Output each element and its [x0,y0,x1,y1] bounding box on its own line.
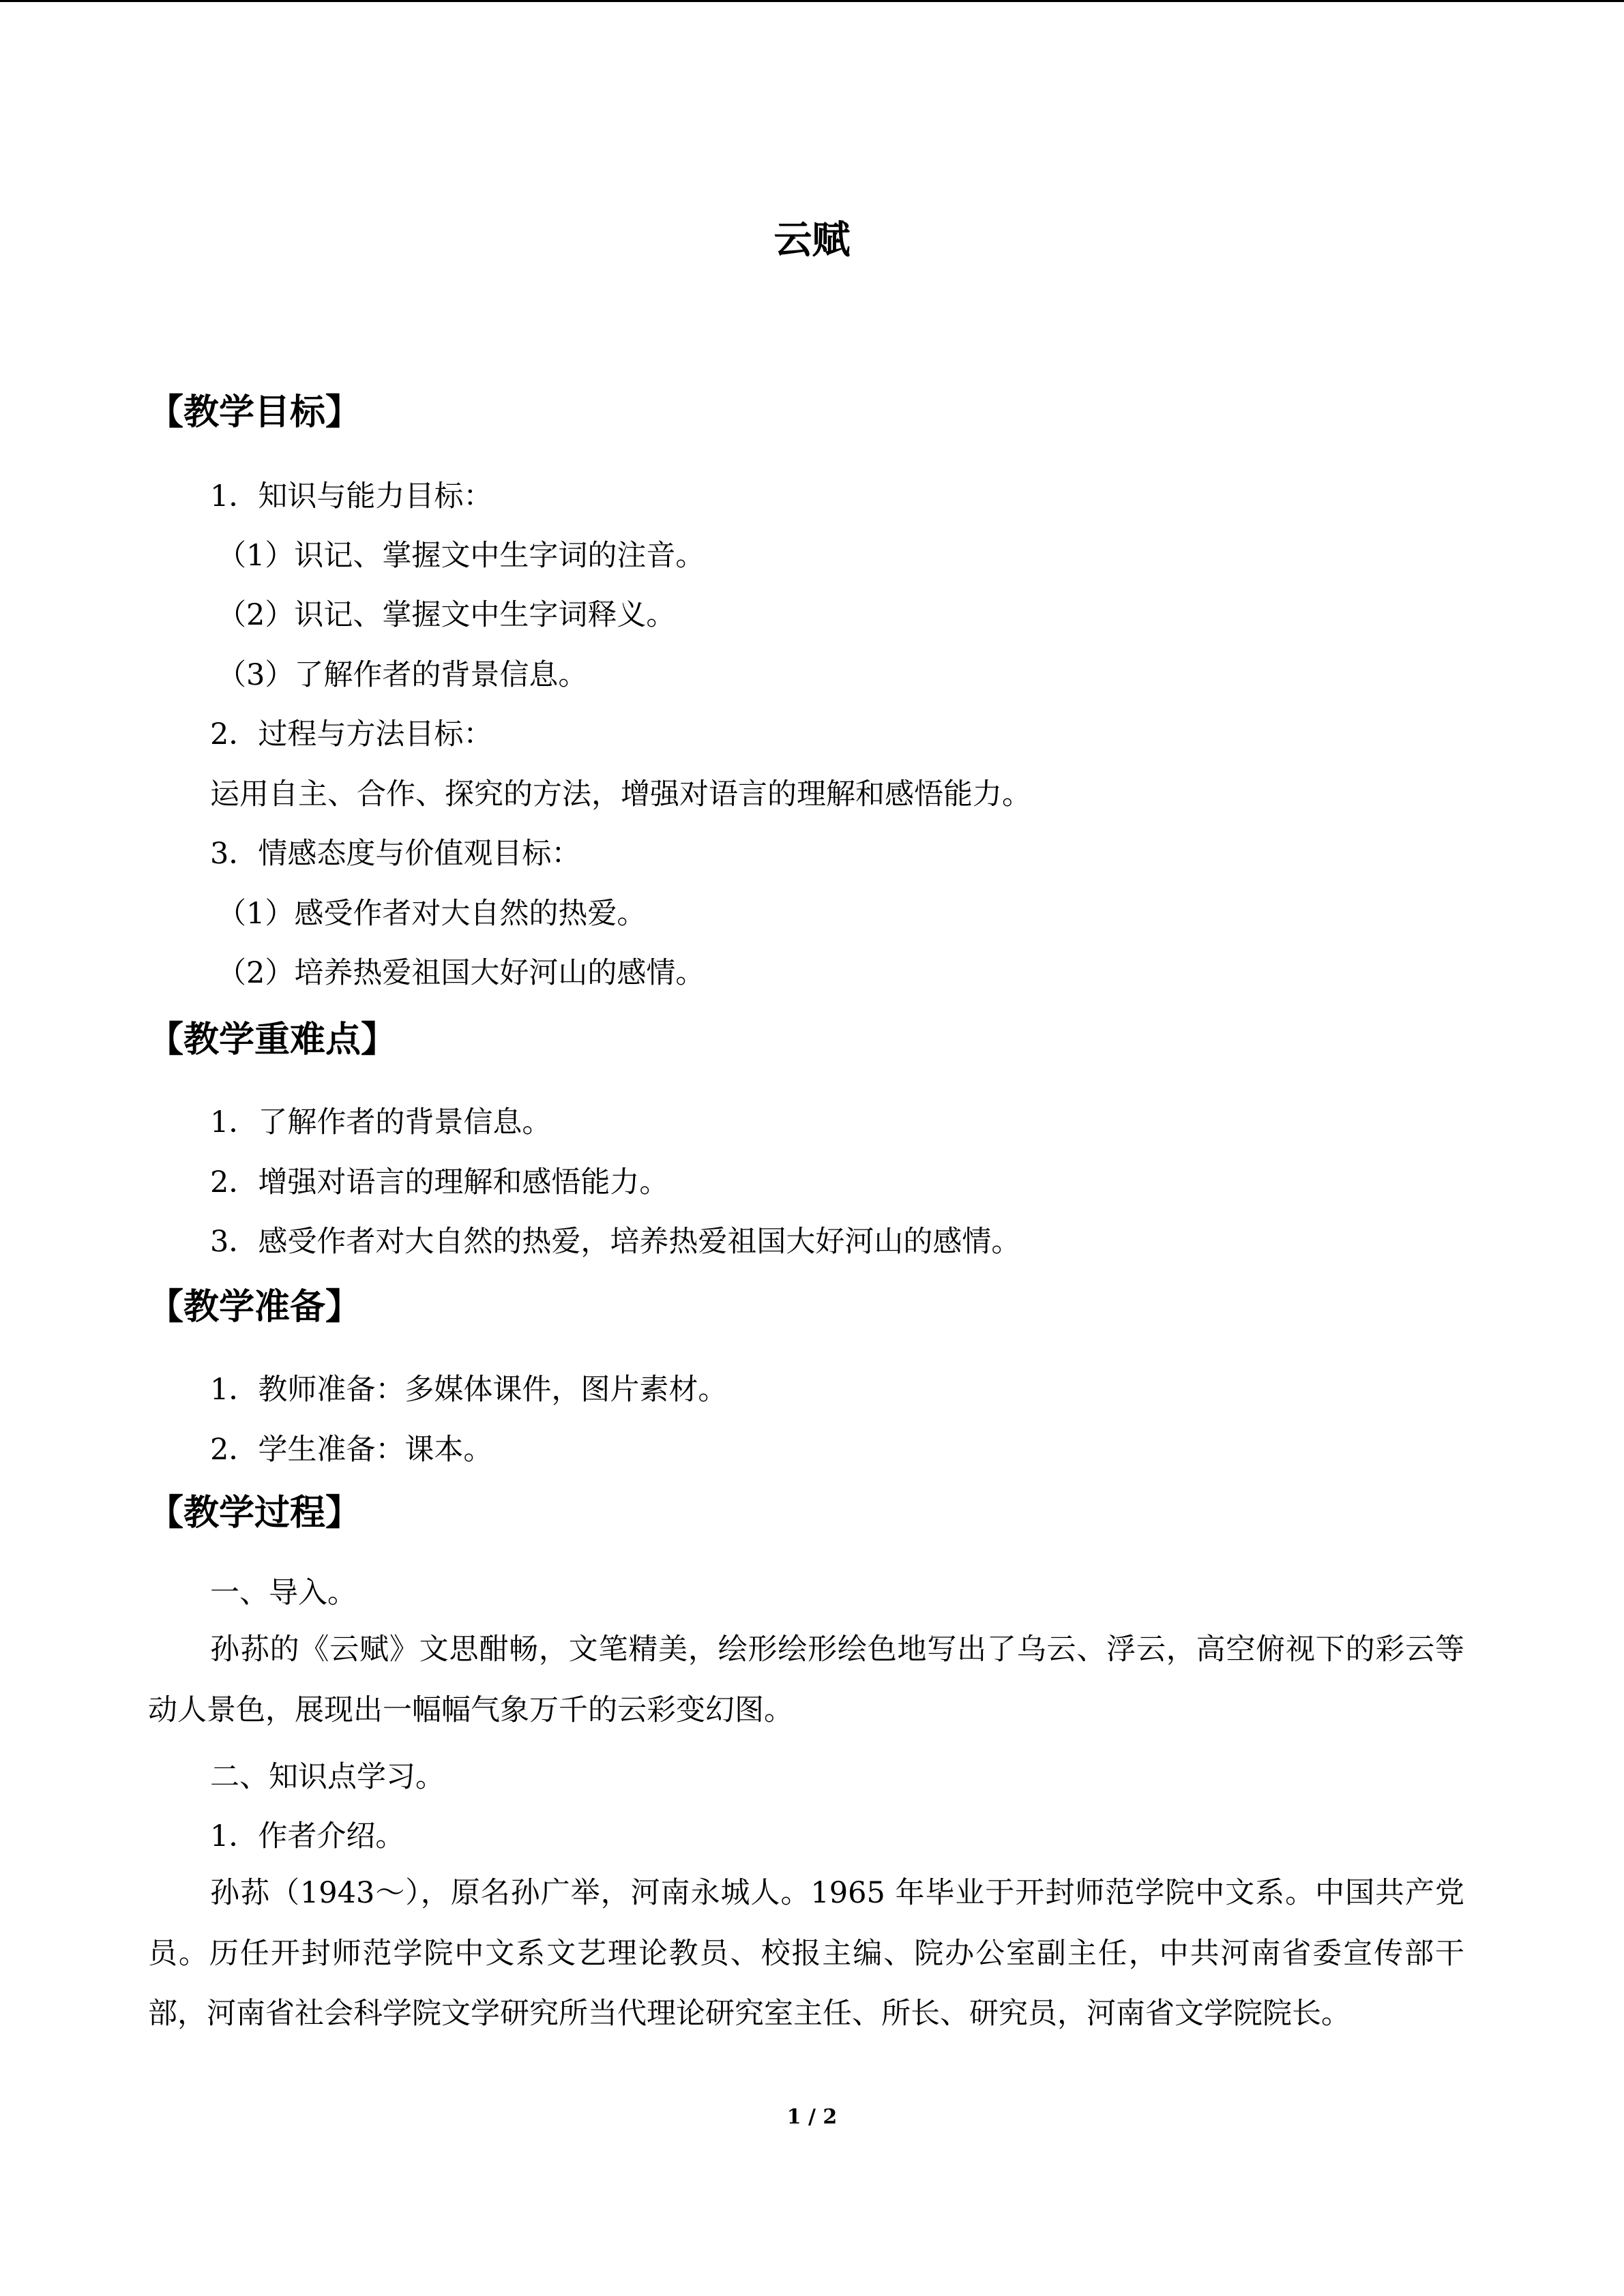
objective-line: 3．情感态度与价值观目标： [210,837,581,871]
objective-line: （3）了解作者的背景信息。 [217,658,588,692]
objective-line: （2）识记、掌握文中生字词释义。 [217,598,676,632]
section-heading-objectives: 【教学目标】 [148,392,361,433]
author-paragraph: 孙荪（1943～），原名孙广举，河南永城人。1965 年毕业于开封师范学院中文系。中国共产党员。历任开封师范学院中文系文艺理论教员、校报主编、院办公室副主任，中共河南省委宣传部干部，河南省社会科学院文学研究所当代理论研究室主任、所长、研究员，河南省文学院院长。 [148,1876,1464,2031]
process-line: 二、知识点学习。 [210,1760,445,1794]
objective-line: （1）识记、掌握文中生字词的注音。 [217,539,705,573]
page-number: 1 / 2 [786,2105,838,2129]
section-heading-preparation: 【教学准备】 [148,1287,361,1328]
objective-line: （2）培养热爱祖国大好河山的感情。 [217,956,705,990]
process-line: 1．作者介绍。 [210,1819,405,1853]
key-point-line: 3．感受作者对大自然的热爱，培养热爱祖国大好河山的感情。 [210,1225,1021,1259]
objective-line: 运用自主、合作、探究的方法，增强对语言的理解和感悟能力。 [210,777,1031,811]
objective-line: 2．过程与方法目标： [210,717,493,751]
key-point-line: 2．增强对语言的理解和感悟能力。 [210,1165,669,1199]
objective-line: 1．知识与能力目标： [210,479,493,513]
process-line: 一、导入。 [210,1576,357,1610]
page-title: 云赋 [773,218,851,263]
top-border [0,0,1624,2]
process-paragraph: 孙荪的《云赋》文思酣畅，文笔精美，绘形绘形绘色地写出了乌云、浮云，高空俯视下的彩云等动人景色，展现出一幅幅气象万千的云彩变幻图。 [148,1632,1464,1727]
preparation-line: 2．学生准备：课本。 [210,1433,493,1467]
key-point-line: 1．了解作者的背景信息。 [210,1105,552,1139]
section-heading-key-points: 【教学重难点】 [148,1019,397,1060]
objective-line: （1）感受作者对大自然的热爱。 [217,897,647,931]
preparation-line: 1．教师准备：多媒体课件，图片素材。 [210,1373,728,1407]
section-heading-process: 【教学过程】 [148,1493,361,1534]
